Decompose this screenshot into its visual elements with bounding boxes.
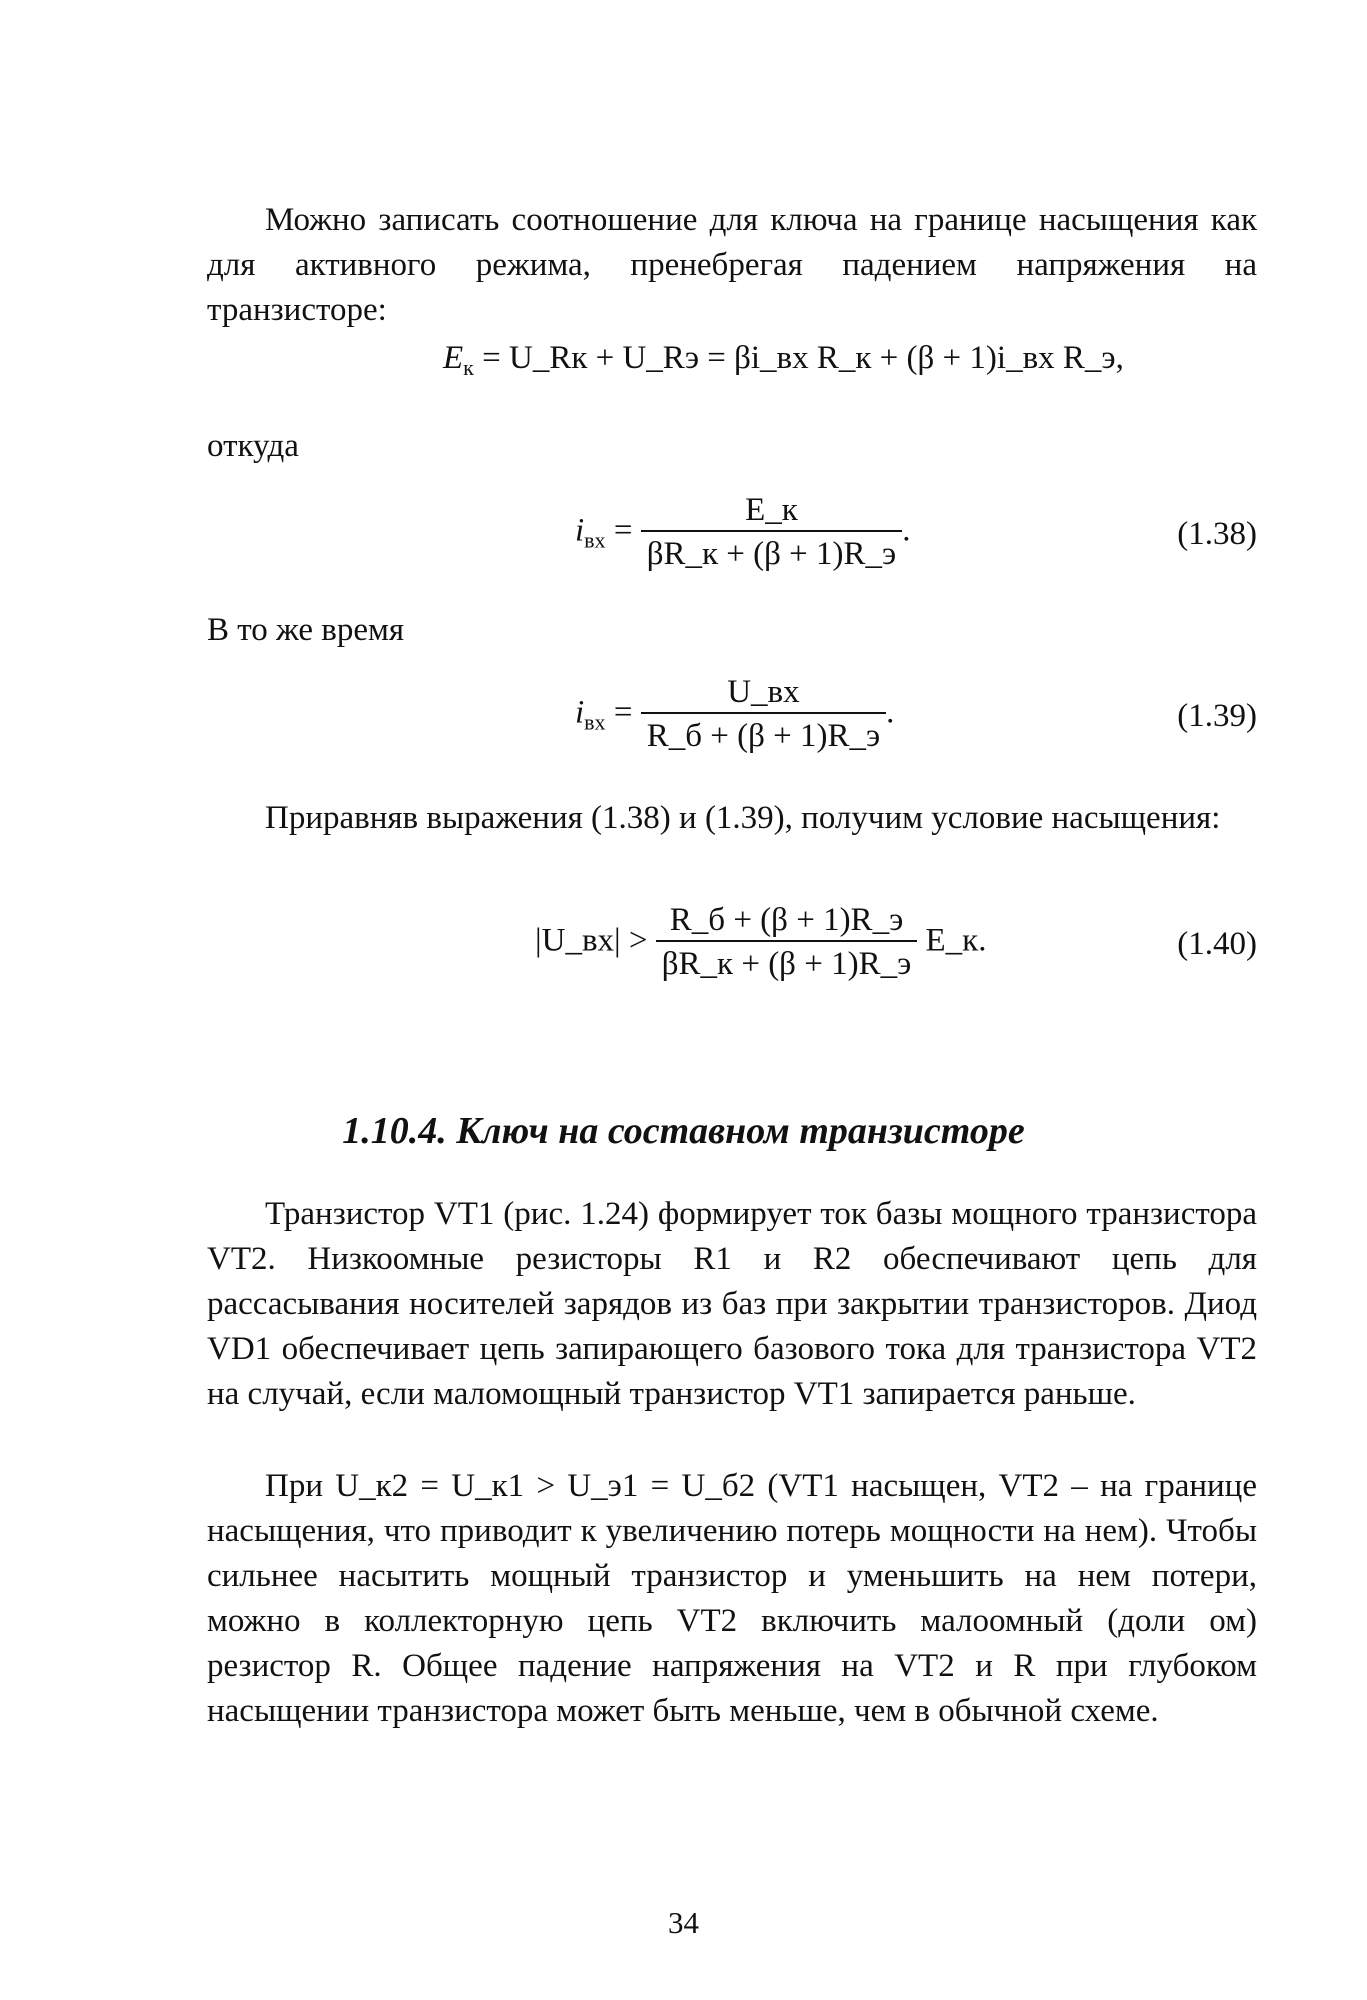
eq140-denominator: βR_к + (β + 1)R_э bbox=[661, 946, 912, 982]
eq140-numerator: R_б + (β + 1)R_э bbox=[656, 900, 918, 942]
eq140-fraction bbox=[656, 900, 918, 986]
equation-1-39: $i_{вх}$ = $\frac{U\_вх}{R\_б + (\beta + 1)R\_э}$ . bbox=[575, 672, 894, 758]
equation-number-1-40: (1.40) bbox=[1177, 926, 1257, 962]
page-number: 34 bbox=[668, 1905, 699, 1940]
eq139-numerator: U_вх bbox=[641, 672, 886, 714]
eq138-fraction bbox=[641, 490, 903, 576]
word-otkuda: откуда bbox=[207, 428, 299, 464]
paragraph-saturation-losses: При U_к2 = U_к1 > U_э1 = U_б2 (VT1 насыщен, VT2 – на границе насыщения, что приводит к увеличению потерь мощности на нем). Чтобы сильнее насытить мощный транзистор и уменьшить на нем потери, можно в коллекторную цепь VT2 включить малоомный (доли ом) резистор R. Общее падение напряжения на VT2 и R при глубоком насыщении транзистора может быть меньше, чем в обычной схеме. bbox=[207, 1468, 1257, 1729]
eq138-denominator: βR_к + (β + 1)R_э bbox=[646, 536, 897, 572]
section-heading: 1.10.4. Ключ на составном транзисторе bbox=[342, 1110, 1025, 1152]
paragraph-intro: Можно записать соотношение для ключа на границе насыщения как для активного режима, пренебрегая падением напряжения на транзисторе: bbox=[207, 202, 1257, 328]
equation-1-40: |U_вх| > $\frac{R\_б + (\beta + 1)R\_э}{\beta R\_к + (\beta + 1)R\_э}$ E_к. bbox=[535, 900, 986, 986]
eq139-fraction bbox=[641, 672, 886, 758]
eq140-factor: E_к bbox=[925, 922, 979, 959]
paragraph-saturation-condition: Приравняв выражения (1.38) и (1.39), получим условие насыщения: bbox=[265, 800, 1221, 836]
eq138-lhs-sub: вх bbox=[584, 527, 606, 553]
eq1-rhs: = U_Rк + U_Rэ = βi_вх R_к + (β + 1)i_вх R_э, bbox=[482, 340, 1124, 376]
eq138-numerator: E_к bbox=[641, 490, 903, 532]
equation-ek bbox=[443, 338, 1124, 378]
equation-number-1-38: (1.38) bbox=[1177, 516, 1257, 552]
eq140-lhs: |U_вх| > bbox=[535, 922, 648, 959]
eq139-lhs-sub: вх bbox=[584, 709, 606, 735]
equation-number-1-39: (1.39) bbox=[1177, 698, 1257, 734]
eq138-lhs: i bbox=[575, 512, 585, 549]
eq1-lhs: E bbox=[443, 340, 464, 376]
word-v-to-zhe-vremya: В то же время bbox=[207, 612, 405, 648]
eq1-lhs-sub: к bbox=[463, 355, 474, 380]
equation-1-38: $i_{вх}$ = $\frac{E\_к}{\beta R\_к + (\beta + 1)R\_э}$ . bbox=[575, 490, 910, 576]
eq139-lhs: i bbox=[575, 694, 585, 731]
eq139-denominator: R_б + (β + 1)R_э bbox=[646, 718, 881, 754]
paragraph-composite-transistor: Транзистор VT1 (рис. 1.24) формирует ток базы мощного транзистора VT2. Низкоомные резисторы R1 и R2 обеспечивают цепь для рассасывания носителей зарядов из баз при закрытии транзисторов. Диод VD1 обеспечивает цепь запирающего базового тока для транзистора VT2 на случай, если маломощный транзистор VT1 запирается раньше. bbox=[207, 1196, 1257, 1412]
